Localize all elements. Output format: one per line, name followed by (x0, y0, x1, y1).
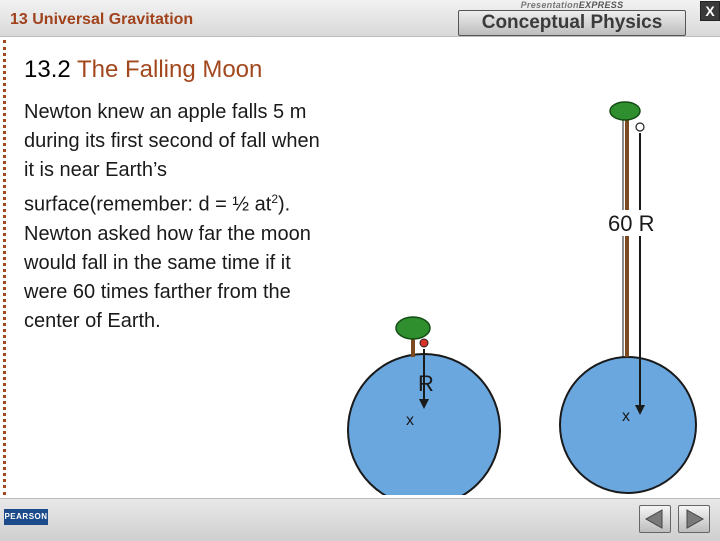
footer-bar (0, 498, 720, 541)
header-bar (0, 0, 720, 37)
apple-icon (420, 339, 428, 347)
body-paragraph: Newton knew an apple falls 5 m during its first second of fall when it is near Earth’s surface(remember: d = ½ $at^2$). Newton asked how far the moon would fall in the same time if it were 60 times farther from the center of Earth. (24, 101, 320, 332)
dotted-rail (3, 40, 9, 495)
close-button[interactable]: X (700, 1, 720, 21)
apple-icon-right (636, 123, 644, 131)
brand-name: Conceptual Physics (458, 10, 686, 36)
center-mark-left: x (406, 412, 414, 429)
superscript: 2 (271, 192, 279, 206)
section-heading (24, 56, 262, 84)
section-number: 13.2 (24, 56, 71, 83)
center-mark-right: x (622, 408, 630, 425)
section-title: The Falling Moon (76, 56, 263, 83)
next-slide-button[interactable] (678, 505, 710, 533)
earth-right (560, 357, 696, 493)
previous-slide-button[interactable] (639, 505, 671, 533)
radius-label-right: 60 R (608, 211, 655, 236)
radius-label-left: R (418, 371, 434, 396)
chevron-left-icon (640, 506, 670, 532)
chevron-right-icon (679, 506, 709, 532)
falling-moon-figure (340, 95, 710, 500)
pearson-logo: PEARSON (4, 509, 48, 525)
brand-tagline: PresentationEXPRESS (520, 0, 624, 10)
chapter-title: 13 Universal Gravitation (10, 11, 194, 28)
brand-logo (458, 0, 686, 36)
